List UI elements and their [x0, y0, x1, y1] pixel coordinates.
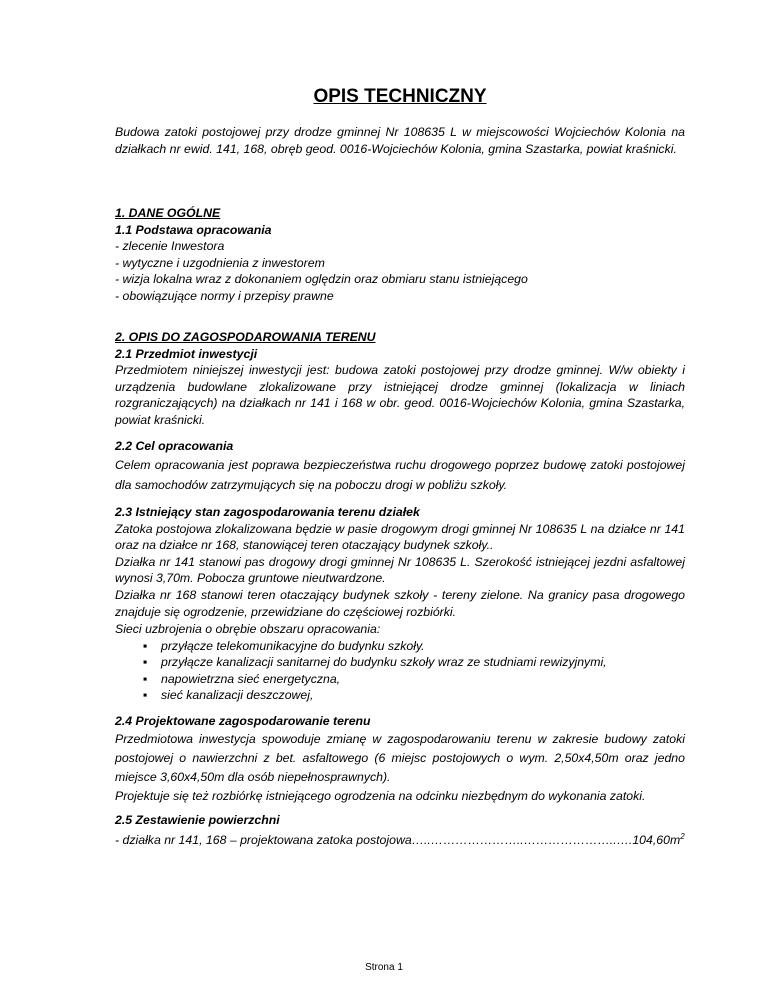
page-footer: Strona 1 — [365, 962, 403, 973]
list-item: ▪ napowietrzna sieć energetyczna, — [141, 671, 685, 688]
section-2-4-paragraph-1: Przedmiotowa inwestycja spowoduje zmianę w zagospodarowaniu terenu w zakresie budowy zatoki postojowej o nawierzchni z bet. asfaltowego (6 miejsc postojowych o wym. 2,50x4,50m oraz jedno miejsce 3,60x4,50m dla osób niepełnosprawnych). — [115, 731, 685, 784]
list-item: ▪ przyłącze kanalizacji sanitarnej do budynku szkoły wraz ze studniami rewizyjnymi, — [141, 654, 685, 671]
section-2-2-text: Celem opracowania jest poprawa bezpieczeństwa ruchu drogowego poprzez budowę zatoki postojowej dla samochodów zatrzymujących się na poboczu drogi w pobliżu szkoły. — [115, 457, 685, 492]
list-item: - wizja lokalna wraz z dokonaniem oględzin oraz obmiaru stanu istniejącego — [115, 272, 528, 287]
utilities-list — [115, 638, 685, 704]
intro-paragraph: Budowa zatoki postojowej przy drodze gminnej Nr 108635 L w miejscowości Wojciechów Kolonia na działkach nr ewid. 141, 168, obręb geod. 0016-Wojciechów Kolonia, gmina Szastarka, powiat kraśnicki. — [115, 125, 685, 156]
section-1-1-title: 1.1 Podstawa opracowania — [115, 222, 272, 237]
list-item: - zlecenie Inwestora — [115, 239, 225, 254]
section-2-2-title: 2.2 Cel opracowania — [115, 439, 234, 453]
utilities-block — [115, 621, 685, 704]
section-2-4-paragraph-2: Projektuje się też rozbiórkę istniejącego ogrodzenia na odcinku niezbędnym do wykonania zatoki. — [115, 788, 646, 803]
area-summary-text: - działka nr 141, 168 – projektowana zatoka postojowa…..…………………..…………………..….104,60m — [115, 832, 681, 847]
section-2-3-block — [115, 504, 685, 620]
section-2-3-paragraph-1: Zatoka postojowa zlokalizowana będzie w pasie drogowym drogi gminnej Nr 108635 L na działce nr 141 oraz na działce nr 168, stanowiącej teren otaczający budynek szkoły.. — [115, 521, 685, 553]
page-title: OPIS TECHNICZNY — [313, 86, 487, 107]
section-2-2-block — [115, 438, 685, 495]
area-unit-superscript: 2 — [680, 831, 685, 841]
section-2-4-title: 2.4 Projektowane zagospodarowanie terenu — [115, 714, 371, 728]
section-2-3-title: 2.3 Istniejący stan zagospodarowania terenu działek — [115, 505, 420, 519]
section-2-5-title: 2.5 Zestawienie powierzchni — [115, 813, 280, 827]
list-item: - wytyczne i uzgodnienia z inwestorem — [115, 255, 325, 270]
section-1 — [115, 205, 685, 305]
section-2-heading: 2. OPIS DO ZAGOSPODAROWANIA TERENU — [115, 330, 376, 344]
section-2-1-title: 2.1 Przedmiot inwestycji — [115, 346, 258, 361]
section-2-3-paragraph-2: Działka nr 141 stanowi pas drogowy drogi gminnej Nr 108635 L. Szerokość istniejącej jezdni asfaltowej wynosi 3,70m. Pobocza gruntowe nieutwardzone. — [115, 554, 685, 586]
list-item: ▪ sieć kanalizacji deszczowej, — [141, 687, 685, 704]
section-2-5-block — [115, 812, 685, 848]
list-item: ▪ przyłącze telekomunikacyjne do budynku szkoły. — [141, 638, 685, 655]
list-item: - obowiązujące normy i przepisy prawne — [115, 288, 334, 303]
section-2-1-text: Przedmiotem niniejszej inwestycji jest: budowa zatoki postojowej przy drodze gminnej. W/w obiekty i urządzenia budowlane zlokalizowane przy istniejącej drodze gminnej (lokalizacja w liniach rozgraniczających) na działkach nr 141 i 168 w obr. geod. 0016-Wojciechów Kolonia, gmina Szastarka, powiat kraśnicki. — [115, 363, 685, 427]
section-2-3-paragraph-3: Działka nr 168 stanowi teren otaczający budynek szkoły - tereny zielone. Na granicy pasa drogowego znajduje się ogrodzenie, przewidziane do częściowej rozbiórki. — [115, 587, 685, 619]
section-2-4-block — [115, 713, 685, 806]
area-summary-line — [115, 829, 685, 849]
section-1-heading: 1. DANE OGÓLNE — [115, 206, 221, 220]
section-2-heading-block — [115, 329, 685, 362]
utilities-title: Sieci uzbrojenia o obrębie obszaru opracowania: — [115, 622, 381, 636]
